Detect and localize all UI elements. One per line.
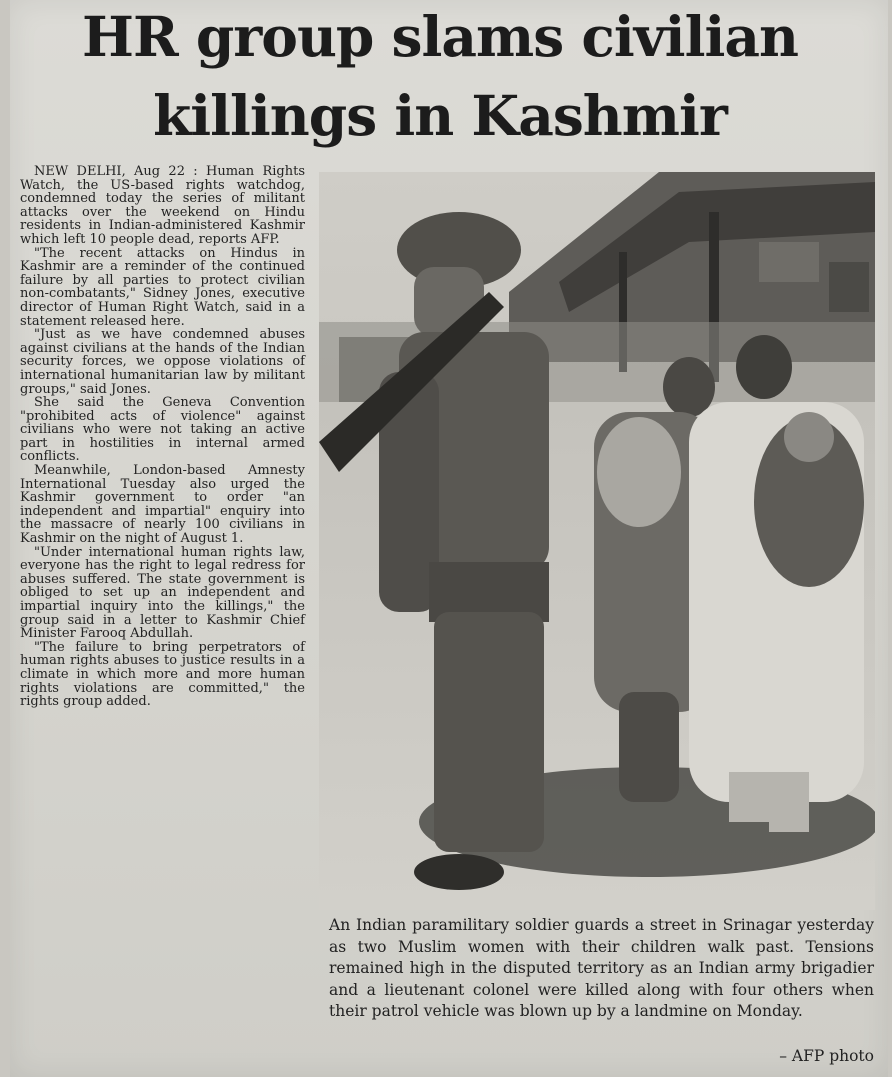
article-paragraph: "The recent attacks on Hindus in Kashmir are a reminder of the continued failure by all parties to protect civilian non-combatants," Sidney Jones, executive director of Human Right Watch, said in a statement released here. bbox=[20, 245, 305, 329]
woman-right bbox=[689, 335, 864, 832]
headline-line-2: killings in Kashmir bbox=[153, 83, 727, 148]
article-paragraph: Meanwhile, London-based Amnesty International Tuesday also urged the Kashmir government to order "an independent and impartial" enquiry into the massacre of nearly 100 civilians in Kashmir on the night of August 1. bbox=[20, 463, 305, 547]
street-scene-illustration bbox=[319, 172, 875, 910]
photo-credit: – AFP photo bbox=[779, 1047, 874, 1065]
article-paragraph: "Just as we have condemned abuses against civilians at the hands of the Indian security forces, we oppose violations of international humanitarian law by militant groups," said Jones. bbox=[20, 327, 305, 397]
headline-line-1: HR group slams civilian bbox=[82, 4, 798, 69]
article-paragraph: "Under international human rights law, everyone has the right to legal redress for abuses suffered. The state government is obliged to set up an independent and impartial inquiry into the killings," the group said in a letter to Kashmir Chief Minister Farooq Abdullah. bbox=[20, 544, 305, 642]
article-paragraph: NEW DELHI, Aug 22 : Human Rights Watch, the US-based rights watchdog, condemned today the series of militant attacks over the weekend on Hindu residents in Indian-administered Kashmir which left 10 people dead, reports AFP. bbox=[20, 164, 305, 247]
article-body bbox=[20, 165, 305, 709]
article-paragraph: She said the Geneva Convention "prohibited acts of violence" against civilians who were not taking an active part in hostilities in internal armed conflicts. bbox=[20, 395, 305, 465]
article-paragraph: "The failure to bring perpetrators of human rights abuses to justice results in a climate in which more and more human rights violations are committed," the rights group added. bbox=[20, 639, 305, 710]
photo-caption: An Indian paramilitary soldier guards a street in Srinagar yesterday as two Muslim women with their children walk past. Tensions remained high in the disputed territory as an Indian army brigadier and a lieutenant colonel were killed along with four others when their patrol vehicle was blown up by a landmine on Monday. bbox=[329, 916, 874, 1020]
news-photo bbox=[319, 172, 875, 910]
